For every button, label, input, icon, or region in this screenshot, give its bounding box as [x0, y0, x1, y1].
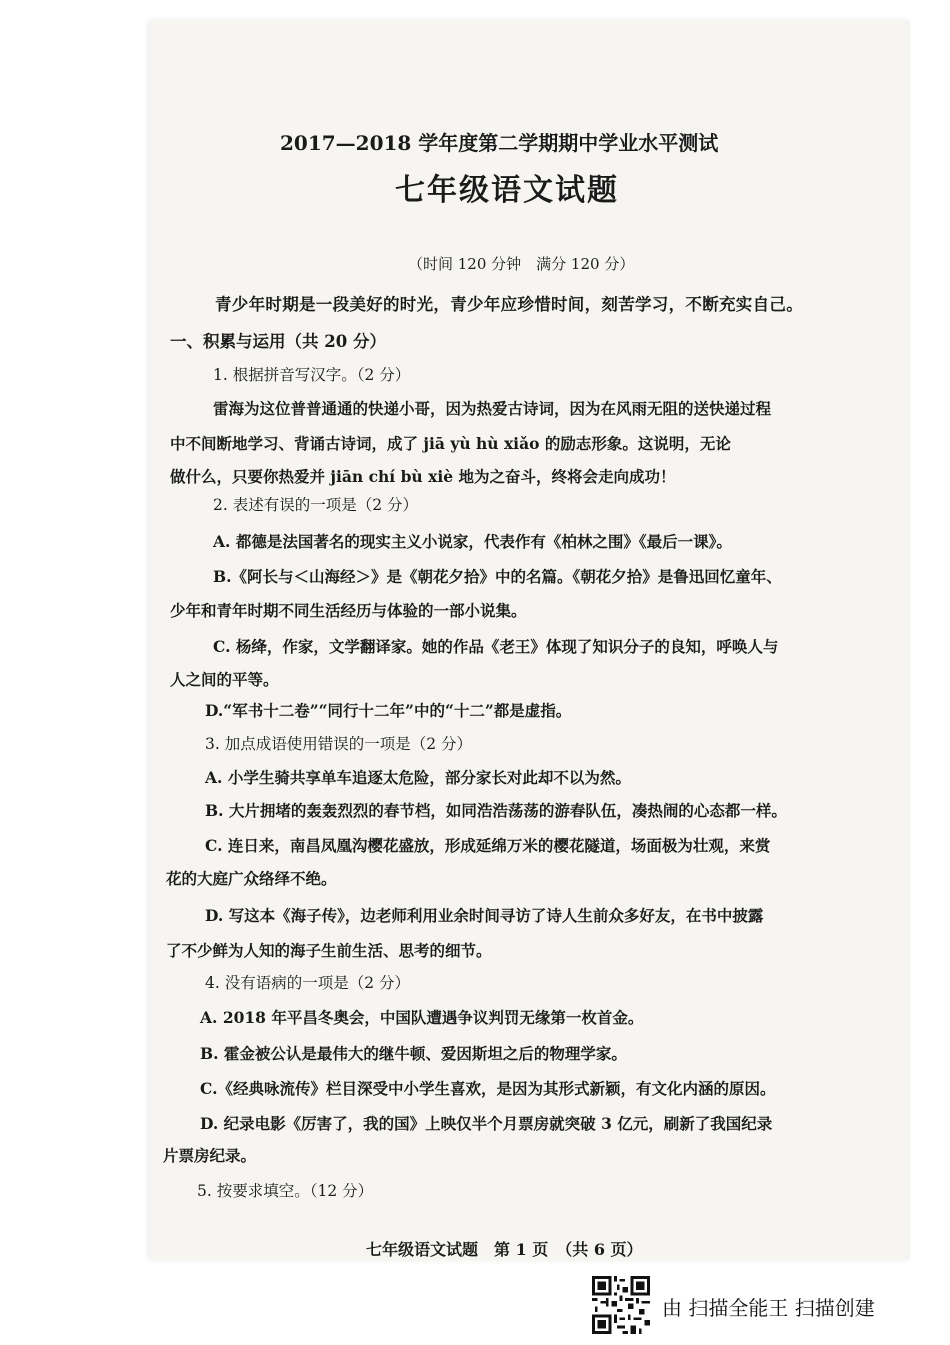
question-3-option: A. 小学生骑共享单车追逐太危险，部分家长对此却不以为然。 — [205, 768, 631, 787]
question-4-option: D. 纪录电影《厉害了，我的国》上映仅半个月票房就突破 3 亿元，刷新了我国纪录 — [200, 1114, 773, 1133]
question-2-option: B.《阿长与＜山海经＞》是《朝花夕拾》中的名篇。《朝花夕拾》是鲁迅回忆童年、 — [213, 567, 782, 586]
exam-time-score: （时间 120 分钟 满分 120 分） — [408, 255, 635, 273]
question-2-stem: 2. 表述有误的一项是（2 分） — [213, 496, 419, 514]
question-2-option: C. 杨绛，作家，文学翻译家。她的作品《老王》体现了知识分子的良知，呼唤人与 — [213, 637, 779, 656]
question-3-option: B. 大片拥堵的轰轰烈烈的春节档，如同浩浩荡荡的游春队伍，凑热闹的心态都一样。 — [205, 801, 787, 820]
page-title: 七年级语文试题 — [395, 173, 619, 208]
question-4-option: 片票房纪录。 — [163, 1146, 257, 1165]
scanner-watermark — [592, 1276, 932, 1336]
question-3-option: 了不少鲜为人知的海子生前生活、思考的细节。 — [166, 941, 492, 960]
question-3-stem: 3. 加点成语使用错误的一项是（2 分） — [205, 735, 473, 753]
question-3-option: D. 写这本《海子传》，边老师利用业余时间寻访了诗人生前众多好友，在书中披露 — [205, 906, 764, 925]
question-4-option: B. 霍金被公认是最伟大的继牛顿、爱因斯坦之后的物理学家。 — [200, 1044, 627, 1063]
question-3-option: C. 连日来，南昌凤凰沟樱花盛放，形成延绵万米的樱花隧道，场面极为壮观，来赏 — [205, 836, 771, 855]
question-4-stem: 4. 没有语病的一项是（2 分） — [205, 974, 411, 992]
question-1-line: 中不间断地学习、背诵古诗词，成了 jiā yù hù xiǎo 的励志形象。这说明，无论 — [170, 434, 731, 453]
section-heading: 一、积累与运用（共 20 分） — [170, 332, 386, 351]
qr-code-icon — [592, 1276, 650, 1334]
exam-line: 2017—2018 学年度第二学期期中学业水平测试 — [280, 131, 719, 155]
page-footer: 七年级语文试题 第 1 页 （共 6 页） — [366, 1240, 643, 1259]
question-4-option: C.《经典咏流传》栏目深受中小学生喜欢，是因为其形式新颖，有文化内涵的原因。 — [200, 1079, 776, 1098]
question-2-option: A. 都德是法国著名的现实主义小说家，代表作有《柏林之围》《最后一课》。 — [213, 532, 732, 551]
question-1-line: 雷海为这位普普通通的快递小哥，因为热爱古诗词，因为在风雨无阻的送快递过程 — [213, 399, 772, 418]
question-2-option: 少年和青年时期不同生活经历与体验的一部小说集。 — [170, 601, 527, 620]
question-1-stem: 1. 根据拼音写汉字。（2 分） — [213, 366, 411, 384]
intro-line: 青少年时期是一段美好的时光，青少年应珍惜时间，刻苦学习，不断充实自己。 — [215, 295, 803, 314]
question-2-option: D.“军书十二卷”“同行十二年”中的“十二”都是虚指。 — [205, 701, 572, 720]
question-2-option: 人之间的平等。 — [170, 670, 279, 689]
question-3-option: 花的大庭广众络绎不绝。 — [166, 869, 337, 888]
question-4-option: A. 2018 年平昌冬奥会，中国队遭遇争议判罚无缘第一枚首金。 — [200, 1008, 644, 1027]
question-1-line: 做什么，只要你热爱并 jiān chí bù xiè 地为之奋斗，终将会走向成功！ — [170, 467, 676, 486]
scanner-credit: 由 扫描全能王 扫描创建 — [662, 1296, 875, 1320]
question-5-stem: 5. 按要求填空。（12 分） — [197, 1182, 374, 1200]
